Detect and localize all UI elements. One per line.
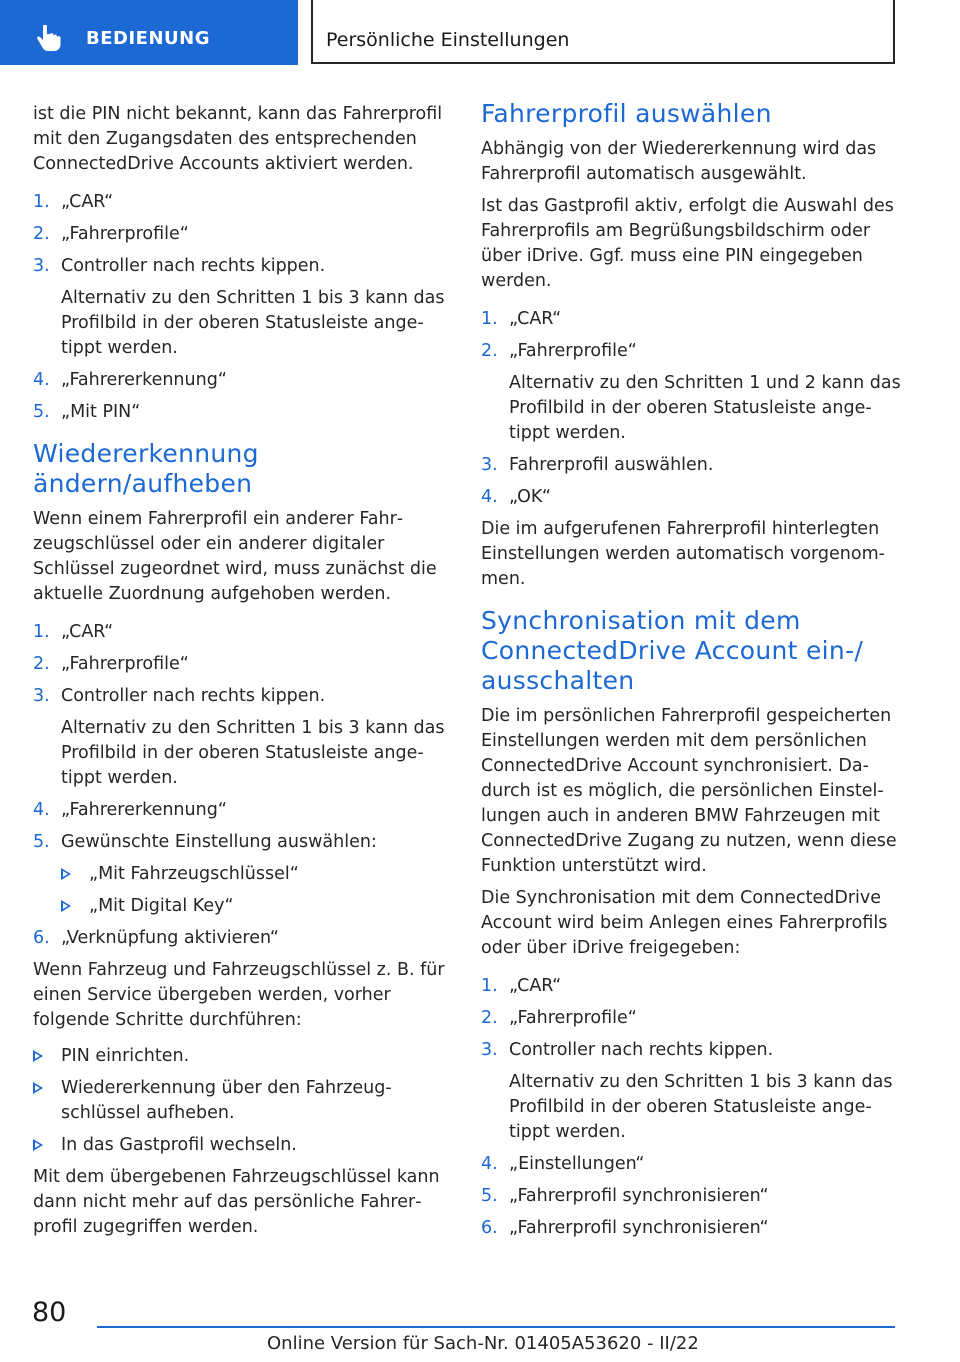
list-number: 3. — [33, 256, 50, 276]
section-label: BEDIENUNG — [86, 28, 210, 49]
triangle-bullet-icon — [33, 1082, 43, 1094]
list-item — [33, 620, 451, 645]
page-header — [0, 0, 960, 66]
footer-divider — [97, 1326, 895, 1328]
triangle-bullet-icon — [61, 900, 71, 912]
list-number: 2. — [481, 341, 498, 361]
list-text: Gewünschte Einstellung auswählen: — [61, 832, 377, 852]
section-heading: Fahrerprofil auswählen — [481, 99, 772, 128]
list-text: „CAR“ — [509, 976, 562, 996]
list-item — [33, 190, 451, 215]
page-title: Persönliche Einstellungen — [326, 29, 570, 51]
list-item — [33, 400, 451, 425]
list-number: 5. — [33, 832, 50, 852]
list-text: „Fahrerprofile“ — [61, 654, 189, 674]
section-tab — [0, 0, 298, 65]
list-number: 1. — [33, 192, 50, 212]
section-heading: Synchronisation mit dem ConnectedDrive Account ein-/ ausschalten — [481, 606, 864, 695]
list-item — [33, 926, 451, 951]
list-text: „Fahrerprofil synchronisieren“ — [509, 1186, 769, 1206]
list-text: Fahrerprofil auswählen. — [509, 455, 714, 475]
list-number: 5. — [33, 402, 50, 422]
list-number: 6. — [33, 928, 50, 948]
list-text: Controller nach rechts kippen. — [61, 256, 326, 276]
list-text: „Fahrerprofil synchronisieren“ — [509, 1218, 769, 1238]
list-text: Controller nach rechts kippen. — [61, 686, 326, 706]
list-item — [481, 307, 901, 332]
list-number: 3. — [481, 1040, 498, 1060]
list-number: 2. — [33, 654, 50, 674]
triangle-bullet-icon — [33, 1139, 43, 1151]
list-text: „Mit PIN“ — [61, 402, 141, 422]
list-number: 2. — [33, 224, 50, 244]
list-text: Controller nach rechts kippen. — [509, 1040, 774, 1060]
list-number: 4. — [481, 1154, 498, 1174]
list-item — [481, 485, 901, 510]
list-text: „CAR“ — [509, 309, 562, 329]
list-text: „Fahrererkennung“ — [61, 800, 227, 820]
list-item — [481, 974, 901, 999]
list-item — [481, 1216, 901, 1241]
list-number: 1. — [33, 622, 50, 642]
list-number: 1. — [481, 309, 498, 329]
page-number: 80 — [32, 1297, 67, 1328]
list-item — [33, 684, 451, 709]
paragraph: Wenn Fahrzeug und Fahrzeugschlüssel z. B. für einen Service übergeben werden, vorher folgende Schritte durchführen: — [33, 960, 445, 1030]
triangle-bullet-icon — [61, 868, 71, 880]
option-item — [61, 894, 451, 919]
list-note: Alternativ zu den Schritten 1 bis 3 kann das Profilbild in der oberen Statusleiste angetippt werden. — [509, 1072, 893, 1142]
bullet-item — [33, 1044, 451, 1069]
list-number: 1. — [481, 976, 498, 996]
section-heading: Wiedererkennung ändern/aufheben — [33, 439, 259, 498]
list-number: 4. — [481, 487, 498, 507]
list-text: „Fahrerprofile“ — [509, 341, 637, 361]
list-item — [33, 254, 451, 279]
list-text: „CAR“ — [61, 192, 114, 212]
bullet-text: Wiedererkennung über den Fahrzeugschlüssel aufheben. — [61, 1078, 392, 1123]
list-number: 2. — [481, 1008, 498, 1028]
list-item — [33, 222, 451, 247]
list-text: „Einstellungen“ — [509, 1154, 645, 1174]
list-item — [33, 798, 451, 823]
paragraph: Mit dem übergebenen Fahrzeugschlüssel kann dann nicht mehr auf das persönliche Fahrerprofil zugegriffen werden. — [33, 1167, 440, 1237]
hand-pointer-icon — [34, 25, 64, 53]
option-text: „Mit Fahrzeugschlüssel“ — [89, 864, 299, 884]
bullet-text: In das Gastprofil wechseln. — [61, 1135, 297, 1155]
list-number: 4. — [33, 800, 50, 820]
list-text: „Fahrerprofile“ — [509, 1008, 637, 1028]
list-item — [481, 339, 901, 364]
paragraph: Ist das Gastprofil aktiv, erfolgt die Auswahl des Fahrerprofils am Begrüßungsbildschirm oder über iDrive. Ggf. muss eine PIN eingegeben werden. — [481, 196, 894, 291]
paragraph: Die im aufgerufenen Fahrerprofil hinterlegten Einstellungen werden automatisch vorgenommen. — [481, 519, 885, 589]
paragraph: Abhängig von der Wiedererkennung wird das Fahrerprofil automatisch ausgewählt. — [481, 139, 877, 184]
list-item — [481, 453, 901, 478]
list-text: „Fahrererkennung“ — [61, 370, 227, 390]
bullet-item — [33, 1076, 451, 1126]
option-item — [61, 862, 451, 887]
intro-paragraph: ist die PIN nicht bekannt, kann das Fahrerprofil mit den Zugangsdaten des entsprechenden ConnectedDrive Accounts aktiviert werden. — [33, 104, 443, 174]
bullet-item — [33, 1133, 451, 1158]
list-text: „Verknüpfung aktivieren“ — [61, 928, 279, 948]
option-text: „Mit Digital Key“ — [89, 896, 234, 916]
right-column — [481, 86, 901, 1248]
triangle-bullet-icon — [33, 1050, 43, 1062]
list-number: 3. — [33, 686, 50, 706]
list-item — [481, 1184, 901, 1209]
list-item — [33, 652, 451, 677]
paragraph: Wenn einem Fahrerprofil ein anderer Fahrzeugschlüssel oder ein anderer digitaler Schlüssel zugeordnet wird, muss zunächst die aktuelle Zuordnung aufgehoben werden. — [33, 509, 437, 604]
list-number: 4. — [33, 370, 50, 390]
left-column — [33, 102, 451, 1247]
list-note: Alternativ zu den Schritten 1 bis 3 kann das Profilbild in der oberen Statusleiste angetippt werden. — [61, 718, 445, 788]
bullet-text: PIN einrichten. — [61, 1046, 190, 1066]
list-item — [481, 1152, 901, 1177]
paragraph: Die im persönlichen Fahrerprofil gespeicherten Einstellungen werden mit dem persönlichen ConnectedDrive Account synchronisiert. Dadurch ist es möglich, die persönlichen Einstellungen auch in anderen BMW Fahrzeugen mit ConnectedDrive Zugang zu nutzen, wenn diese Funktion unterstützt wird. — [481, 706, 897, 876]
list-item — [33, 830, 451, 855]
paragraph: Die Synchronisation mit dem ConnectedDrive Account wird beim Anlegen eines Fahrerprofils oder über iDrive freigegeben: — [481, 888, 888, 958]
list-item — [33, 368, 451, 393]
footer-edition: Online Version für Sach-Nr. 01405A53620 - II/22 — [267, 1333, 699, 1354]
list-number: 3. — [481, 455, 498, 475]
list-note: Alternativ zu den Schritten 1 und 2 kann das Profilbild in der oberen Statusleiste angetippt werden. — [509, 373, 901, 443]
list-text: „OK“ — [509, 487, 551, 507]
list-note: Alternativ zu den Schritten 1 bis 3 kann das Profilbild in der oberen Statusleiste angetippt werden. — [61, 288, 445, 358]
list-number: 6. — [481, 1218, 498, 1238]
list-item — [481, 1006, 901, 1031]
list-text: „Fahrerprofile“ — [61, 224, 189, 244]
list-number: 5. — [481, 1186, 498, 1206]
list-item — [481, 1038, 901, 1063]
list-text: „CAR“ — [61, 622, 114, 642]
